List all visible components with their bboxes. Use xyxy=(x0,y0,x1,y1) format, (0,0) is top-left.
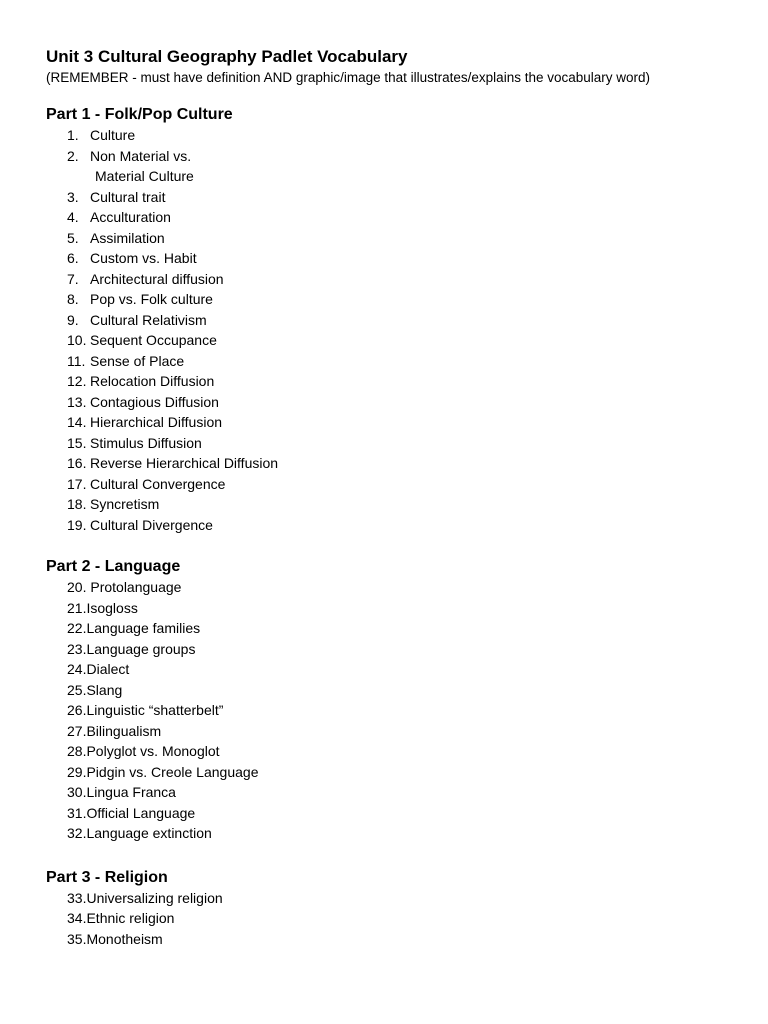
vocab-item-number: 30. xyxy=(67,784,87,800)
vocab-item-term: Non Material vs. xyxy=(90,147,192,164)
vocab-item-number: 27. xyxy=(67,722,87,739)
vocab-item-number: 1. xyxy=(67,127,79,143)
vocab-item xyxy=(67,598,768,619)
vocab-item-number: 17. xyxy=(67,475,87,492)
vocab-item xyxy=(67,577,768,598)
vocab-item-number: 9. xyxy=(67,311,79,328)
vocab-item-term: Stimulus Diffusion xyxy=(90,434,202,451)
vocab-item-term: Sense of Place xyxy=(90,352,185,369)
vocab-item xyxy=(67,269,768,290)
vocab-item-term: Cultural Divergence xyxy=(90,516,213,533)
section-heading: Part 2 - Language xyxy=(46,558,181,575)
vocab-item-number: 31. xyxy=(67,804,87,821)
vocab-item-term: Dialect xyxy=(86,661,130,677)
vocab-item-term: Culture xyxy=(90,127,136,143)
vocab-item-number: 21. xyxy=(67,599,87,616)
vocab-item xyxy=(67,823,768,844)
vocab-item-term: Slang xyxy=(86,681,123,698)
vocab-item-term: Assimilation xyxy=(90,229,165,246)
vocab-item xyxy=(67,248,768,269)
vocab-item xyxy=(67,433,768,454)
document-subtitle: (REMEMBER - must have definition AND graphic/image that illustrates/explains the vocabulary word) xyxy=(46,70,651,85)
vocab-item-number: 18. xyxy=(67,496,87,512)
vocab-item-term-continued: Material Culture xyxy=(95,168,194,184)
vocab-item-term: Language groups xyxy=(86,640,196,657)
vocab-item xyxy=(67,310,768,331)
vocab-item-term: Cultural trait xyxy=(90,188,166,205)
vocab-item xyxy=(67,741,768,762)
section-heading: Part 1 - Folk/Pop Culture xyxy=(46,106,233,123)
vocab-item-term: Reverse Hierarchical Diffusion xyxy=(90,455,279,471)
vocab-item-number: 20. xyxy=(67,579,87,595)
vocab-item xyxy=(67,187,768,208)
vocab-item-term: Official Language xyxy=(86,804,196,821)
vocab-item xyxy=(67,929,768,950)
vocab-item-number: 25. xyxy=(67,681,87,698)
vocab-item xyxy=(67,888,768,909)
vocab-item-term: Contagious Diffusion xyxy=(90,393,219,410)
vocab-item-number: 2. xyxy=(67,147,79,164)
vocab-item-term: Ethnic religion xyxy=(86,910,175,926)
vocab-item-number: 26. xyxy=(67,702,87,718)
vocab-item-number: 4. xyxy=(67,209,79,225)
vocab-list xyxy=(46,888,768,950)
vocab-item-number: 15. xyxy=(67,434,87,451)
vocab-item-term: Sequent Occupance xyxy=(90,332,217,348)
section-language xyxy=(46,557,768,844)
vocab-list xyxy=(46,577,768,844)
vocab-item-number: 34. xyxy=(67,910,87,926)
vocab-item xyxy=(67,392,768,413)
vocab-item-term: Cultural Relativism xyxy=(90,311,207,328)
vocab-item-number: 28. xyxy=(67,743,87,759)
vocab-item-number: 6. xyxy=(67,250,79,266)
vocab-item-term: Custom vs. Habit xyxy=(90,250,197,266)
vocab-item-term: Pop vs. Folk culture xyxy=(90,291,213,307)
vocab-item-number: 5. xyxy=(67,229,79,246)
vocab-item xyxy=(67,146,768,187)
vocab-item-number: 3. xyxy=(67,188,79,205)
vocab-item-term: Protolanguage xyxy=(86,579,182,595)
document-title: Unit 3 Cultural Geography Padlet Vocabulary xyxy=(46,47,408,66)
vocab-item-term: Bilingualism xyxy=(86,722,162,739)
vocab-item-term: Acculturation xyxy=(90,209,171,225)
vocab-item-term: Relocation Diffusion xyxy=(90,373,215,389)
section-religion xyxy=(46,868,768,950)
vocab-item-term: Universalizing religion xyxy=(86,889,223,906)
vocab-item xyxy=(67,618,768,639)
vocab-item xyxy=(67,289,768,310)
vocab-item-number: 12. xyxy=(67,373,87,389)
vocab-item-number: 11. xyxy=(67,352,86,369)
vocab-item-number: 23. xyxy=(67,640,87,657)
vocab-item xyxy=(67,762,768,783)
vocab-item xyxy=(67,721,768,742)
vocab-item-number: 19. xyxy=(67,516,87,533)
vocab-item xyxy=(67,412,768,433)
vocab-item-term: Monotheism xyxy=(86,930,163,947)
vocab-item-number: 16. xyxy=(67,455,87,471)
vocab-item xyxy=(67,351,768,372)
vocab-item xyxy=(67,228,768,249)
vocab-item-number: 32. xyxy=(67,825,87,841)
vocab-item xyxy=(67,494,768,515)
vocab-item xyxy=(67,803,768,824)
section-heading: Part 3 - Religion xyxy=(46,868,168,886)
vocab-item-term: Polyglot vs. Monoglot xyxy=(86,743,220,759)
section-folk-pop-culture xyxy=(46,105,768,535)
vocab-item-number: 24. xyxy=(67,661,87,677)
vocab-item-number: 13. xyxy=(67,393,87,410)
vocab-item xyxy=(67,908,768,929)
vocab-item-number: 29. xyxy=(67,763,87,780)
vocab-item-term: Language families xyxy=(86,620,201,636)
vocab-item xyxy=(67,453,768,474)
vocab-list xyxy=(46,125,768,535)
vocab-item-number: 22. xyxy=(67,620,87,636)
vocab-item-term: Syncretism xyxy=(90,496,160,512)
vocab-item-term: Linguistic “shatterbelt” xyxy=(86,702,224,718)
vocab-item-term: Isogloss xyxy=(86,599,138,616)
vocab-item xyxy=(67,330,768,351)
vocab-item-term: Architectural diffusion xyxy=(90,270,224,287)
vocab-item xyxy=(67,125,768,146)
vocab-item-number: 7. xyxy=(67,270,79,287)
vocab-item xyxy=(67,680,768,701)
vocab-item-number: 8. xyxy=(67,291,79,307)
vocab-item-term: Lingua Franca xyxy=(86,784,176,800)
vocab-item-number: 10. xyxy=(67,332,87,348)
vocab-item xyxy=(67,782,768,803)
vocab-item-term: Cultural Convergence xyxy=(90,475,226,492)
vocab-item-number: 35. xyxy=(67,930,87,947)
vocab-item-term: Hierarchical Diffusion xyxy=(90,414,223,430)
vocab-item xyxy=(67,371,768,392)
vocab-item xyxy=(67,659,768,680)
vocab-item-number: 33. xyxy=(67,889,87,906)
vocab-item-term: Language extinction xyxy=(86,825,212,841)
vocab-item-term: Pidgin vs. Creole Language xyxy=(86,763,259,780)
vocab-item xyxy=(67,515,768,536)
vocab-item xyxy=(67,639,768,660)
vocab-item-number: 14. xyxy=(67,414,87,430)
vocab-item xyxy=(67,207,768,228)
vocab-item xyxy=(67,474,768,495)
vocab-item xyxy=(67,700,768,721)
